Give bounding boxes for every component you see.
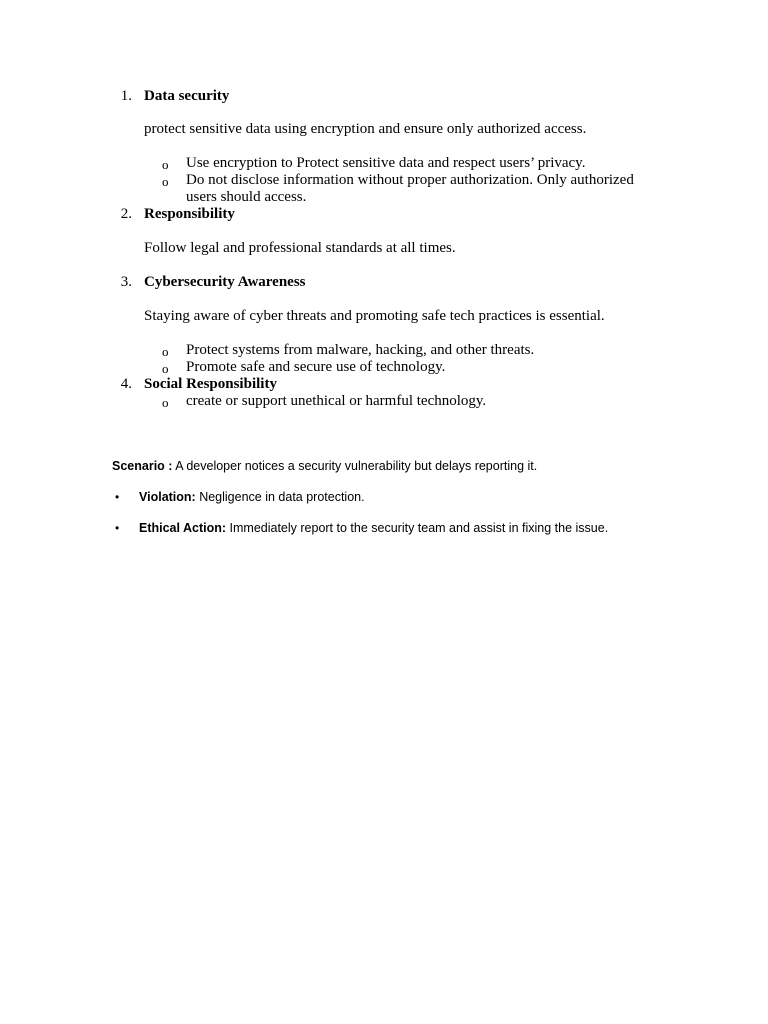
bullet-text: Do not disclose information without proper authorization. Only authorized bbox=[186, 172, 634, 188]
bullet-marker: o bbox=[162, 157, 169, 172]
scenario-line bbox=[112, 459, 537, 474]
bullet-text: Protect systems from malware, hacking, and other threats. bbox=[186, 342, 535, 358]
bullet-text: Use encryption to Protect sensitive data and respect users’ privacy. bbox=[186, 155, 586, 171]
section-body: Staying aware of cyber threats and promoting safe tech practices is essential. bbox=[144, 308, 605, 324]
bullet-text: Promote safe and secure use of technology. bbox=[186, 359, 446, 375]
section-number: 4. bbox=[120, 376, 132, 392]
scenario-text: A developer notices a security vulnerability but delays reporting it. bbox=[172, 459, 538, 473]
bullet-text: create or support unethical or harmful technology. bbox=[186, 393, 487, 409]
bullet-marker: o bbox=[162, 174, 169, 189]
bullet-dot: • bbox=[115, 490, 120, 504]
bullet-dot: • bbox=[115, 521, 120, 535]
section-title-social-responsibility: Social Responsibility bbox=[144, 376, 277, 392]
bullet-text-continuation: users should access. bbox=[186, 189, 307, 205]
bullet-marker: o bbox=[162, 344, 169, 359]
section-number: 1. bbox=[120, 88, 132, 104]
bullet-marker: o bbox=[162, 361, 169, 376]
section-body: Follow legal and professional standards at all times. bbox=[144, 240, 456, 256]
ethical-action-text: Immediately report to the security team and assist in fixing the issue. bbox=[226, 521, 609, 535]
ethical-action-label: Ethical Action: bbox=[139, 521, 227, 535]
section-number: 3. bbox=[120, 274, 132, 290]
violation-text: Negligence in data protection. bbox=[195, 490, 365, 504]
section-number: 2. bbox=[120, 206, 132, 222]
ethical-action-point bbox=[139, 521, 608, 536]
section-title-cybersecurity-awareness: Cybersecurity Awareness bbox=[144, 274, 306, 290]
section-title-data-security: Data security bbox=[144, 88, 230, 104]
violation-label: Violation: bbox=[139, 490, 196, 504]
violation-point bbox=[139, 490, 365, 505]
bullet-marker: o bbox=[162, 395, 169, 410]
section-title-responsibility: Responsibility bbox=[144, 206, 235, 222]
section-body: protect sensitive data using encryption and ensure only authorized access. bbox=[144, 121, 587, 137]
scenario-label: Scenario : bbox=[112, 459, 173, 473]
